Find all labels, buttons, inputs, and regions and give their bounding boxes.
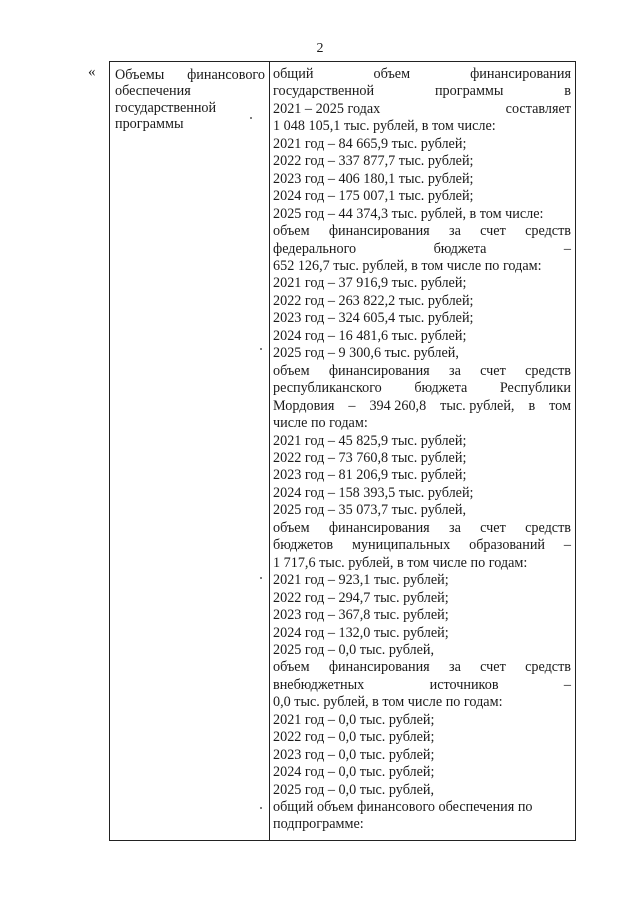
- text-segment: счет: [480, 362, 506, 379]
- text-line: [273, 642, 571, 659]
- text-segment: средств: [525, 519, 571, 536]
- text-line: [273, 502, 571, 519]
- text-line: [273, 118, 571, 135]
- text-segment: средств: [525, 223, 571, 240]
- text-line: [273, 223, 571, 240]
- text-line: [273, 782, 571, 799]
- text-line: [273, 520, 571, 537]
- text-segment: 2022 год – 337 877,7 тыс. рублей;: [273, 153, 474, 170]
- text-line: [273, 275, 571, 292]
- text-segment: объем: [273, 659, 310, 676]
- text-line: [273, 764, 571, 781]
- text-segment: за: [448, 223, 461, 240]
- label-line: [115, 83, 265, 99]
- text-line: [273, 659, 571, 676]
- text-line: [273, 555, 571, 572]
- text-segment: 2021 год – 37 916,9 тыс. рублей;: [273, 275, 467, 292]
- text-line: [273, 747, 571, 764]
- text-segment: 1 717,6 тыс. рублей, в том числе по годам:: [273, 554, 528, 571]
- text-segment: 2024 год – 175 007,1 тыс. рублей;: [273, 188, 474, 205]
- scan-speck: [250, 117, 252, 119]
- text-segment: 2024 год – 158 393,5 тыс. рублей;: [273, 484, 474, 501]
- text-segment: 2021 год – 84 665,9 тыс. рублей;: [273, 135, 467, 152]
- text-segment: числе по годам:: [273, 415, 368, 432]
- text-segment: 2023 год – 324 605,4 тыс. рублей;: [273, 310, 474, 327]
- text-segment: республиканского: [273, 380, 382, 397]
- page-number: 2: [316, 41, 324, 56]
- financing-label-cell: [115, 67, 265, 133]
- text-line: [273, 398, 571, 415]
- text-segment: 2022 год – 263 822,2 тыс. рублей;: [273, 292, 474, 309]
- text-segment: 2023 год – 81 206,9 тыс. рублей;: [273, 467, 467, 484]
- text-segment: Республики: [499, 380, 571, 397]
- text-segment: объем: [273, 223, 310, 240]
- label-word: программы: [115, 116, 184, 133]
- text-segment: в: [528, 397, 536, 414]
- text-line: [273, 136, 571, 153]
- text-line: [273, 677, 571, 694]
- text-line: [273, 310, 571, 327]
- text-line: [273, 171, 571, 188]
- text-line: [273, 153, 571, 170]
- text-segment: том: [549, 397, 571, 414]
- text-segment: 2025 год – 0,0 тыс. рублей,: [273, 781, 435, 798]
- text-segment: 652 126,7 тыс. рублей, в том числе по годам:: [273, 257, 542, 274]
- label-line: [115, 116, 265, 132]
- text-segment: государственной: [273, 83, 375, 100]
- text-line: [273, 816, 571, 833]
- label-word: обеспечения: [115, 83, 191, 100]
- text-segment: за: [448, 362, 461, 379]
- text-segment: подпрограмме:: [273, 816, 364, 833]
- text-segment: средств: [525, 362, 571, 379]
- text-line: [273, 293, 571, 310]
- text-segment: 2021 год – 923,1 тыс. рублей;: [273, 572, 449, 589]
- text-line: [273, 694, 571, 711]
- text-segment: общий объем финансового обеспечения по: [273, 799, 533, 816]
- text-segment: за: [448, 519, 461, 536]
- text-segment: 2021 – 2025 годах: [273, 100, 381, 117]
- text-line: [273, 206, 571, 223]
- text-segment: Мордовия: [273, 397, 335, 414]
- text-segment: 2025 год – 44 374,3 тыс. рублей, в том числе:: [273, 205, 544, 222]
- text-line: [273, 363, 571, 380]
- text-segment: средств: [525, 659, 571, 676]
- text-segment: 2022 год – 73 760,8 тыс. рублей;: [273, 449, 467, 466]
- text-segment: бюджетов: [273, 537, 334, 554]
- column-divider: [269, 62, 270, 840]
- text-segment: бюджета: [414, 380, 468, 397]
- text-segment: программы: [434, 83, 504, 100]
- text-line: [273, 415, 571, 432]
- text-segment: 2021 год – 0,0 тыс. рублей;: [273, 711, 435, 728]
- text-segment: 394 260,8: [369, 397, 427, 414]
- text-line: [273, 345, 571, 362]
- label-line: [115, 100, 265, 116]
- text-line: [273, 729, 571, 746]
- text-segment: источников: [429, 676, 499, 693]
- text-segment: образований: [469, 537, 545, 554]
- text-line: [273, 485, 571, 502]
- text-segment: счет: [480, 223, 506, 240]
- text-segment: финансирования: [328, 362, 430, 379]
- text-segment: муниципальных: [351, 537, 451, 554]
- text-segment: 2023 год – 367,8 тыс. рублей;: [273, 607, 449, 624]
- text-segment: 0,0 тыс. рублей, в том числе по годам:: [273, 694, 503, 711]
- financing-details-cell: [273, 66, 571, 834]
- text-segment: 2022 год – 294,7 тыс. рублей;: [273, 589, 449, 606]
- text-segment: 2025 год – 0,0 тыс. рублей,: [273, 641, 435, 658]
- text-segment: финансирования: [470, 66, 571, 82]
- text-segment: –: [563, 240, 571, 257]
- scan-speck: [260, 348, 262, 350]
- text-segment: в: [564, 83, 571, 100]
- text-segment: –: [563, 676, 571, 693]
- text-segment: федерального: [273, 240, 357, 257]
- text-line: [273, 537, 571, 554]
- text-segment: 2021 год – 45 825,9 тыс. рублей;: [273, 432, 467, 449]
- text-segment: 1 048 105,1 тыс. рублей, в том числе:: [273, 118, 496, 135]
- text-line: [273, 450, 571, 467]
- text-line: [273, 625, 571, 642]
- text-line: [273, 241, 571, 258]
- text-segment: 2023 год – 0,0 тыс. рублей;: [273, 746, 435, 763]
- text-segment: 2025 год – 9 300,6 тыс. рублей,: [273, 345, 459, 362]
- opening-quote-mark: «: [88, 64, 96, 80]
- text-line: [273, 467, 571, 484]
- text-line: [273, 380, 571, 397]
- text-line: [273, 66, 571, 83]
- text-segment: 2024 год – 132,0 тыс. рублей;: [273, 624, 449, 641]
- text-segment: 2024 год – 0,0 тыс. рублей;: [273, 764, 435, 781]
- text-segment: финансирования: [328, 659, 430, 676]
- text-segment: счет: [480, 659, 506, 676]
- financing-table: [109, 61, 576, 841]
- scan-speck: [260, 577, 262, 579]
- text-segment: 2024 год – 16 481,6 тыс. рублей;: [273, 327, 467, 344]
- label-word: финансового: [187, 67, 265, 83]
- label-word: государственной: [115, 99, 217, 116]
- text-line: [273, 433, 571, 450]
- text-line: [273, 101, 571, 118]
- text-segment: финансирования: [328, 223, 430, 240]
- text-segment: объем: [273, 519, 310, 536]
- text-segment: объем: [273, 362, 310, 379]
- text-segment: финансирования: [328, 519, 430, 536]
- text-segment: 2023 год – 406 180,1 тыс. рублей;: [273, 170, 474, 187]
- text-line: [273, 607, 571, 624]
- text-segment: 2022 год – 0,0 тыс. рублей;: [273, 729, 435, 746]
- text-segment: –: [348, 397, 356, 414]
- label-line: [115, 67, 265, 83]
- label-word: Объемы: [115, 67, 165, 83]
- text-line: [273, 188, 571, 205]
- text-line: [273, 328, 571, 345]
- text-segment: внебюджетных: [273, 676, 365, 693]
- text-segment: объем: [373, 66, 411, 82]
- text-segment: за: [448, 659, 461, 676]
- text-segment: общий: [273, 66, 314, 82]
- text-segment: бюджета: [433, 240, 487, 257]
- text-line: [273, 572, 571, 589]
- text-line: [273, 83, 571, 100]
- text-line: [273, 258, 571, 275]
- text-segment: счет: [480, 519, 506, 536]
- text-segment: тыс. рублей,: [440, 397, 515, 414]
- text-line: [273, 590, 571, 607]
- scan-speck: [260, 807, 262, 809]
- text-segment: составляет: [505, 100, 571, 117]
- text-segment: 2025 год – 35 073,7 тыс. рублей,: [273, 502, 466, 519]
- text-line: [273, 712, 571, 729]
- text-segment: –: [563, 537, 571, 554]
- text-line: [273, 799, 571, 816]
